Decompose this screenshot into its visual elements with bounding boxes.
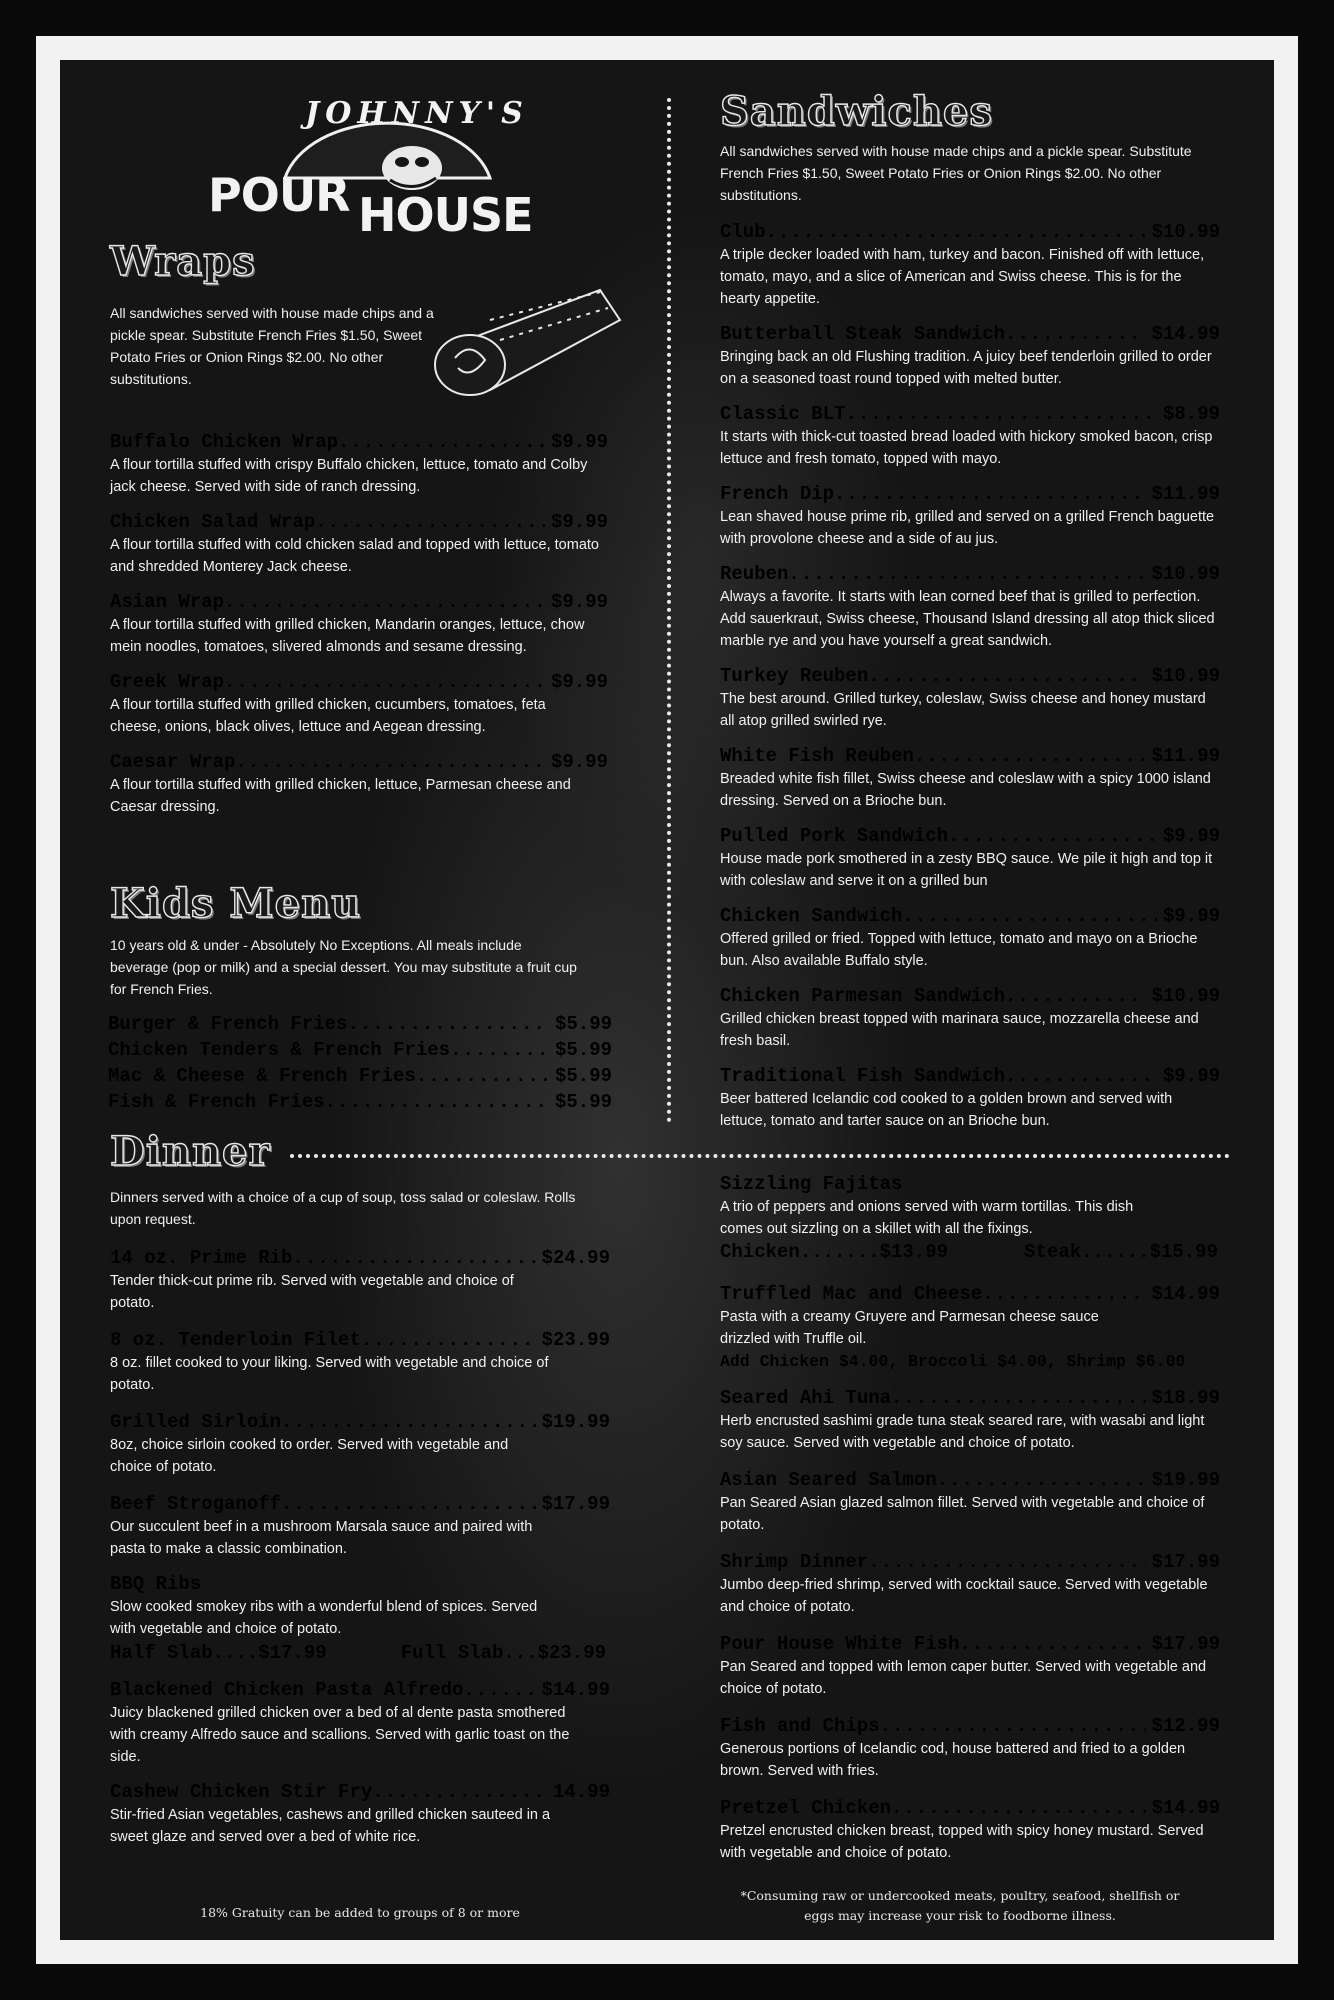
- menu-item-desc: 8 oz. fillet cooked to your liking. Served with vegetable and choice of potato.: [110, 1355, 549, 1393]
- wraps-section: [110, 238, 540, 387]
- logo-right-text: HOUSE: [358, 188, 533, 242]
- menu-item-desc: A flour tortilla stuffed with grilled chicken, cucumbers, tomatoes, feta cheese, onions, black olives, lettuce and Aegean dressing.: [110, 697, 546, 735]
- menu-item-desc: Always a favorite. It starts with lean corned beef that is grilled to perfection. Add sauerkraut, Swiss cheese, Thousand Island dressing all atop thick sliced marble rye and you have yourself a great sandwich.: [720, 589, 1215, 649]
- menu-item-row: [720, 1796, 1220, 1820]
- menu-item-name: Fish and Chips: [720, 1715, 880, 1737]
- dinner-left-list-2: [110, 1678, 610, 1860]
- menu-item: [108, 1012, 612, 1036]
- menu-item-row: [108, 1038, 612, 1062]
- menu-item-name: Caesar Wrap: [110, 751, 236, 773]
- bbq-full-slab: Full Slab...$23.99: [400, 1642, 606, 1664]
- menu-item-price: $10.99: [1151, 985, 1220, 1007]
- menu-item-row: [110, 1492, 610, 1516]
- menu-item-price: $5.99: [554, 1065, 612, 1087]
- menu-item: [110, 1492, 610, 1560]
- menu-item: [720, 1714, 1220, 1782]
- menu-item-name: Seared Ahi Tuna: [720, 1387, 892, 1409]
- menu-item-desc: Our succulent beef in a mushroom Marsala sauce and paired with pasta to make a classic combination.: [110, 1519, 533, 1557]
- leader-dots: [880, 1714, 1146, 1738]
- menu-item-desc: Pretzel encrusted chicken breast, topped with spicy honey mustard. Served with vegetable and choice of potato.: [720, 1823, 1204, 1861]
- dinner-left-list: [110, 1246, 610, 1574]
- wraps-intro: All sandwiches served with house made chips and a pickle spear. Substitute French Fries $1.50, Sweet Potato Fries or Onion Rings $2.00. No other substitutions.: [110, 305, 434, 387]
- leader-dots: [450, 1038, 549, 1062]
- leader-dots: [982, 1282, 1145, 1306]
- menu-item-desc: Bringing back an old Flushing tradition. A juicy beef tenderloin grilled to order on a seasoned toast round topped with melted butter.: [720, 349, 1212, 387]
- dinner-right-list: [720, 1386, 1220, 1878]
- menu-item: [110, 670, 608, 738]
- menu-item-price: $9.99: [550, 511, 608, 533]
- bbq-ribs: [110, 1572, 610, 1666]
- menu-item-desc: Generous portions of Icelandic cod, house battered and fried to a golden brown. Served with fries.: [720, 1741, 1186, 1779]
- truffled-mac-desc: Pasta with a creamy Gruyere and Parmesan cheese sauce drizzled with Truffle oil.: [720, 1309, 1099, 1347]
- menu-item: [720, 482, 1220, 550]
- menu-item-name: Chicken Parmesan Sandwich: [720, 985, 1006, 1007]
- menu-item-desc: Breaded white fish fillet, Swiss cheese and coleslaw with a spicy 1000 island dressing. Served on a Brioche bun.: [720, 771, 1211, 809]
- menu-item-row: [720, 1714, 1220, 1738]
- leader-dots: [766, 220, 1146, 244]
- leader-dots: [948, 824, 1157, 848]
- wraps-list: [110, 430, 608, 830]
- menu-item-desc: Offered grilled or fried. Topped with lettuce, tomato and mayo on a Brioche bun. Also available Buffalo style.: [720, 931, 1198, 969]
- menu-item-price: $10.99: [1151, 221, 1220, 243]
- menu-item: [720, 1550, 1220, 1618]
- menu-item: [720, 1796, 1220, 1864]
- menu-item-desc: A flour tortilla stuffed with grilled chicken, lettuce, Parmesan cheese and Caesar dressing.: [110, 777, 571, 815]
- menu-item-price: $18.99: [1151, 1387, 1220, 1409]
- leader-dots: [868, 1550, 1145, 1574]
- menu-item: [108, 1064, 612, 1088]
- menu-item-name: Traditional Fish Sandwich: [720, 1065, 1006, 1087]
- logo: [190, 90, 610, 240]
- menu-item-row: [110, 1780, 610, 1804]
- truffled-mac-name: Truffled Mac and Cheese: [720, 1283, 983, 1305]
- menu-item-row: [110, 1410, 610, 1434]
- menu-item-desc: Juicy blackened grilled chicken over a bed of al dente pasta smothered with creamy Alfredo sauce and scallions. Served with garlic toast on the side.: [110, 1705, 570, 1765]
- leader-dots: [891, 1386, 1146, 1410]
- menu-item: [110, 1246, 610, 1314]
- menu-item-name: Asian Seared Salmon: [720, 1469, 937, 1491]
- leader-dots: [416, 1064, 549, 1088]
- menu-item: [720, 824, 1220, 892]
- menu-item-row: [720, 1468, 1220, 1492]
- menu-item-desc: Grilled chicken breast topped with marinara sauce, mozzarella cheese and fresh basil.: [720, 1011, 1199, 1049]
- menu-item-price: $17.99: [1151, 1551, 1220, 1573]
- leader-dots: [868, 664, 1145, 688]
- menu-item-desc: Tender thick-cut prime rib. Served with vegetable and choice of potato.: [110, 1273, 514, 1311]
- menu-item: [720, 904, 1220, 972]
- sandwiches-intro: All sandwiches served with house made chips and a pickle spear. Substitute French Fries $1.50, Sweet Potato Fries or Onion Rings $2.00. No other substitutions.: [720, 143, 1192, 203]
- menu-item-desc: Pan Seared and topped with lemon caper butter. Served with vegetable and choice of potato.: [720, 1659, 1207, 1697]
- menu-item-desc: House made pork smothered in a zesty BBQ sauce. We pile it high and top it with coleslaw and serve it on a grilled bun: [720, 851, 1213, 889]
- menu-item: [110, 1328, 610, 1396]
- menu-item-desc: Jumbo deep-fried shrimp, served with cocktail sauce. Served with vegetable and choice of potato.: [720, 1577, 1208, 1615]
- menu-item-name: 14 oz. Prime Rib: [110, 1247, 293, 1269]
- menu-item-name: Pour House White Fish: [720, 1633, 960, 1655]
- fajitas-name: Sizzling Fajitas: [720, 1173, 903, 1195]
- leader-dots: [834, 482, 1146, 506]
- menu-item-name: Turkey Reuben: [720, 665, 869, 687]
- menu-item-price: $10.99: [1151, 563, 1220, 585]
- menu-item-desc: A flour tortilla stuffed with crispy Buffalo chicken, lettuce, tomato and Colby jack cheese. Served with side of ranch dressing.: [110, 457, 588, 495]
- menu-item-price: $9.99: [550, 591, 608, 613]
- menu-item-name: Pretzel Chicken: [720, 1797, 892, 1819]
- menu-item-row: [720, 1632, 1220, 1656]
- menu-item-desc: The best around. Grilled turkey, coleslaw, Swiss cheese and honey mustard all atop grilled swirled rye.: [720, 691, 1206, 729]
- menu-item-row: [720, 482, 1220, 506]
- menu-item-desc: A flour tortilla stuffed with cold chicken salad and topped with lettuce, tomato and shredded Monterey Jack cheese.: [110, 537, 599, 575]
- leader-dots: [292, 1246, 535, 1270]
- menu-item-desc: A flour tortilla stuffed with grilled chicken, Mandarin oranges, lettuce, chow mein noodles, tomatoes, slivered almonds and sesame dressing.: [110, 617, 585, 655]
- fajitas-desc: A trio of peppers and onions served with warm tortillas. This dish comes out sizzling on a skillet with all the fixings.: [720, 1199, 1134, 1237]
- leader-dots: [937, 1468, 1146, 1492]
- leader-dots: [281, 1492, 536, 1516]
- truffled-mac: [720, 1282, 1220, 1374]
- menu-item-name: 8 oz. Tenderloin Filet: [110, 1329, 361, 1351]
- bbq-ribs-desc: Slow cooked smokey ribs with a wonderful blend of spices. Served with vegetable and choice of potato.: [110, 1599, 538, 1637]
- menu-item-desc: Stir-fried Asian vegetables, cashews and grilled chicken sauteed in a sweet glaze and served over a bed of white rice.: [110, 1807, 551, 1845]
- menu-item-price: $5.99: [554, 1091, 612, 1113]
- menu-item-name: Blackened Chicken Pasta Alfredo: [110, 1679, 464, 1701]
- menu-item-row: [720, 984, 1220, 1008]
- menu-item-row: [720, 402, 1220, 426]
- menu-item-price: $5.99: [554, 1013, 612, 1035]
- dinner-intro: Dinners served with a choice of a cup of soup, toss salad or coleslaw. Rolls upon request.: [110, 1189, 576, 1227]
- menu-item-price: $17.99: [541, 1493, 610, 1515]
- menu-item-price: $9.99: [550, 671, 608, 693]
- menu-item: [110, 750, 608, 818]
- kids-title: Kids Menu: [110, 880, 362, 927]
- leader-dots: [224, 670, 545, 694]
- logo-top-text: JOHNNY'S: [305, 96, 529, 131]
- menu-item-price: $9.99: [550, 751, 608, 773]
- leader-dots: [1005, 984, 1146, 1008]
- menu-item-price: $19.99: [1151, 1469, 1220, 1491]
- leader-dots: [281, 1410, 536, 1434]
- leader-dots: [372, 1780, 547, 1804]
- menu-item: [720, 744, 1220, 812]
- menu-item-row: [720, 1064, 1220, 1088]
- menu-item-price: $17.99: [1151, 1633, 1220, 1655]
- menu-item-row: [108, 1090, 612, 1114]
- truffled-mac-row: [720, 1282, 1220, 1306]
- menu-item-name: Shrimp Dinner: [720, 1551, 869, 1573]
- leader-dots: [845, 402, 1157, 426]
- menu-item-name: Chicken Sandwich: [720, 905, 903, 927]
- menu-item-name: Mac & Cheese & French Fries: [108, 1065, 416, 1087]
- menu-item-price: $23.99: [541, 1329, 610, 1351]
- menu-item: [110, 510, 608, 578]
- menu-item-price: 14.99: [552, 1781, 610, 1803]
- leader-dots: [224, 590, 545, 614]
- menu-item-desc: It starts with thick-cut toasted bread loaded with hickory smoked bacon, crisp lettuce and fresh tomato, topped with mayo.: [720, 429, 1213, 467]
- truffled-mac-addons: Add Chicken $4.00, Broccoli $4.00, Shrimp $6.00: [720, 1352, 1186, 1371]
- dinner-section: [110, 1128, 590, 1227]
- wrap-illustration-icon: [430, 280, 630, 400]
- leader-dots: [315, 510, 545, 534]
- menu-item: [720, 562, 1220, 652]
- kids-section: [110, 880, 608, 997]
- menu-item-desc: Lean shaved house prime rib, grilled and served on a grilled French baguette with provolone cheese and a side of au jus.: [720, 509, 1215, 547]
- menu-item: [720, 220, 1220, 310]
- menu-item-price: $11.99: [1151, 745, 1220, 767]
- menu-item-price: $5.99: [554, 1039, 612, 1061]
- menu-item-desc: 8oz, choice sirloin cooked to order. Served with vegetable and choice of potato.: [110, 1437, 509, 1475]
- leader-dots: [914, 744, 1146, 768]
- kids-list: [108, 1012, 612, 1116]
- menu-item-desc: A triple decker loaded with ham, turkey and bacon. Finished off with lettuce, tomato, mayo, and a slice of American and Swiss cheese. This is for the hearty appetite.: [720, 247, 1205, 307]
- menu-item-price: $14.99: [541, 1679, 610, 1701]
- menu-item-name: Butterball Steak Sandwich: [720, 323, 1006, 345]
- menu-item: [110, 1780, 610, 1848]
- menu-item-name: Burger & French Fries: [108, 1013, 348, 1035]
- menu-item-price: $14.99: [1151, 323, 1220, 345]
- menu-item: [720, 1632, 1220, 1700]
- menu-item-name: White Fish Reuben: [720, 745, 914, 767]
- menu-item-price: $8.99: [1162, 403, 1220, 425]
- menu-item-name: Club: [720, 221, 766, 243]
- menu-item: [108, 1038, 612, 1062]
- menu-item-row: [110, 430, 608, 454]
- menu-item: [720, 664, 1220, 732]
- leader-dots: [347, 1012, 549, 1036]
- foodborne-warning: *Consuming raw or undercooked meats, poultry, seafood, shellfish or eggs may increase your risk to foodborne illness.: [740, 1888, 1180, 1923]
- menu-item: [720, 402, 1220, 470]
- column-divider: [667, 98, 671, 1123]
- leader-dots: [902, 904, 1157, 928]
- leader-dots: [1005, 322, 1146, 346]
- menu-item-row: [108, 1012, 612, 1036]
- menu-item-price: $9.99: [1162, 905, 1220, 927]
- menu-item-name: Beef Stroganoff: [110, 1493, 282, 1515]
- wraps-title: Wraps: [110, 238, 256, 285]
- menu-item-row: [110, 510, 608, 534]
- menu-item-row: [110, 590, 608, 614]
- menu-item-row: [720, 322, 1220, 346]
- fajitas-chicken: Chicken.......$13.99: [720, 1241, 949, 1263]
- sandwiches-list: [720, 220, 1220, 1144]
- menu-item-name: French Dip: [720, 483, 835, 505]
- menu-item-price: $11.99: [1151, 483, 1220, 505]
- menu-item-price: $24.99: [541, 1247, 610, 1269]
- menu-item: [720, 1468, 1220, 1536]
- menu-item-name: Greek Wrap: [110, 671, 225, 693]
- menu-item-name: Chicken Salad Wrap: [110, 511, 316, 533]
- kids-intro: 10 years old & under - Absolutely No Exceptions. All meals include beverage (pop or milk) and a special dessert. You may substitute a fruit cup for French Fries.: [110, 937, 577, 997]
- menu-item-desc: Pan Seared Asian glazed salmon fillet. Served with vegetable and choice of potato.: [720, 1495, 1205, 1533]
- menu-item-name: Reuben: [720, 563, 789, 585]
- menu-item: [110, 590, 608, 658]
- leader-dots: [788, 562, 1145, 586]
- leader-dots: [325, 1090, 549, 1114]
- menu-item-row: [720, 1386, 1220, 1410]
- menu-item-desc: Herb encrusted sashimi grade tuna steak seared rare, with wasabi and light soy sauce. Served with vegetable and choice of potato.: [720, 1413, 1205, 1451]
- menu-item-price: $9.99: [1162, 825, 1220, 847]
- menu-item-row: [720, 904, 1220, 928]
- sandwiches-section: [720, 88, 1220, 203]
- menu-item: [720, 1064, 1220, 1132]
- menu-item: [720, 1386, 1220, 1454]
- menu-item-name: Buffalo Chicken Wrap: [110, 431, 339, 453]
- menu-item-name: Asian Wrap: [110, 591, 225, 613]
- menu-item-row: [720, 664, 1220, 688]
- menu-item-row: [108, 1064, 612, 1088]
- menu-item: [110, 1410, 610, 1478]
- menu-item-name: Classic BLT: [720, 403, 846, 425]
- dinner-divider: [290, 1154, 1230, 1158]
- menu-item-row: [720, 220, 1220, 244]
- truffled-mac-price: $14.99: [1151, 1283, 1220, 1305]
- leader-dots: [338, 430, 545, 454]
- menu-item-price: $19.99: [541, 1411, 610, 1433]
- menu-item: [720, 322, 1220, 390]
- bbq-ribs-name: BBQ Ribs: [110, 1573, 202, 1595]
- leader-dots: [463, 1678, 535, 1702]
- leader-dots: [235, 750, 545, 774]
- bbq-half-slab: Half Slab....$17.99: [110, 1642, 327, 1664]
- menu-item: [110, 430, 608, 498]
- menu-item-price: $9.99: [550, 431, 608, 453]
- menu-item-row: [110, 1328, 610, 1352]
- menu-item-row: [720, 744, 1220, 768]
- menu-item-row: [110, 1678, 610, 1702]
- menu-item: [110, 1678, 610, 1768]
- logo-left-text: POUR: [208, 168, 350, 222]
- leader-dots: [1005, 1064, 1157, 1088]
- menu-item-price: $10.99: [1151, 665, 1220, 687]
- menu-item-name: Fish & French Fries: [108, 1091, 325, 1113]
- menu-item-name: Cashew Chicken Stir Fry: [110, 1781, 373, 1803]
- menu-item-name: Grilled Sirloin: [110, 1411, 282, 1433]
- menu-item-row: [720, 1550, 1220, 1574]
- menu-item-name: Chicken Tenders & French Fries: [108, 1039, 451, 1061]
- sandwiches-title: Sandwiches: [720, 88, 993, 135]
- menu-item-price: $12.99: [1151, 1715, 1220, 1737]
- menu-item-desc: Beer battered Icelandic cod cooked to a golden brown and served with lettuce, tomato and tarter sauce on an Brioche bun.: [720, 1091, 1173, 1129]
- gratuity-note: 18% Gratuity can be added to groups of 8 or more: [200, 1905, 520, 1920]
- menu-item-price: $14.99: [1151, 1797, 1220, 1819]
- menu-item-row: [720, 562, 1220, 586]
- menu-item-row: [720, 824, 1220, 848]
- menu-board: [60, 60, 1274, 1940]
- menu-item-row: [110, 670, 608, 694]
- leader-dots: [959, 1632, 1145, 1656]
- menu-item: [108, 1090, 612, 1114]
- menu-item-row: [110, 1246, 610, 1270]
- menu-item-row: [110, 750, 608, 774]
- menu-item-name: Pulled Pork Sandwich: [720, 825, 949, 847]
- fajitas-steak: Steak......$15.99: [1024, 1241, 1218, 1263]
- dinner-title: Dinner: [110, 1128, 271, 1175]
- leader-dots: [361, 1328, 536, 1352]
- fajitas: [720, 1172, 1220, 1264]
- menu-item-price: $9.99: [1162, 1065, 1220, 1087]
- menu-item: [720, 984, 1220, 1052]
- leader-dots: [891, 1796, 1146, 1820]
